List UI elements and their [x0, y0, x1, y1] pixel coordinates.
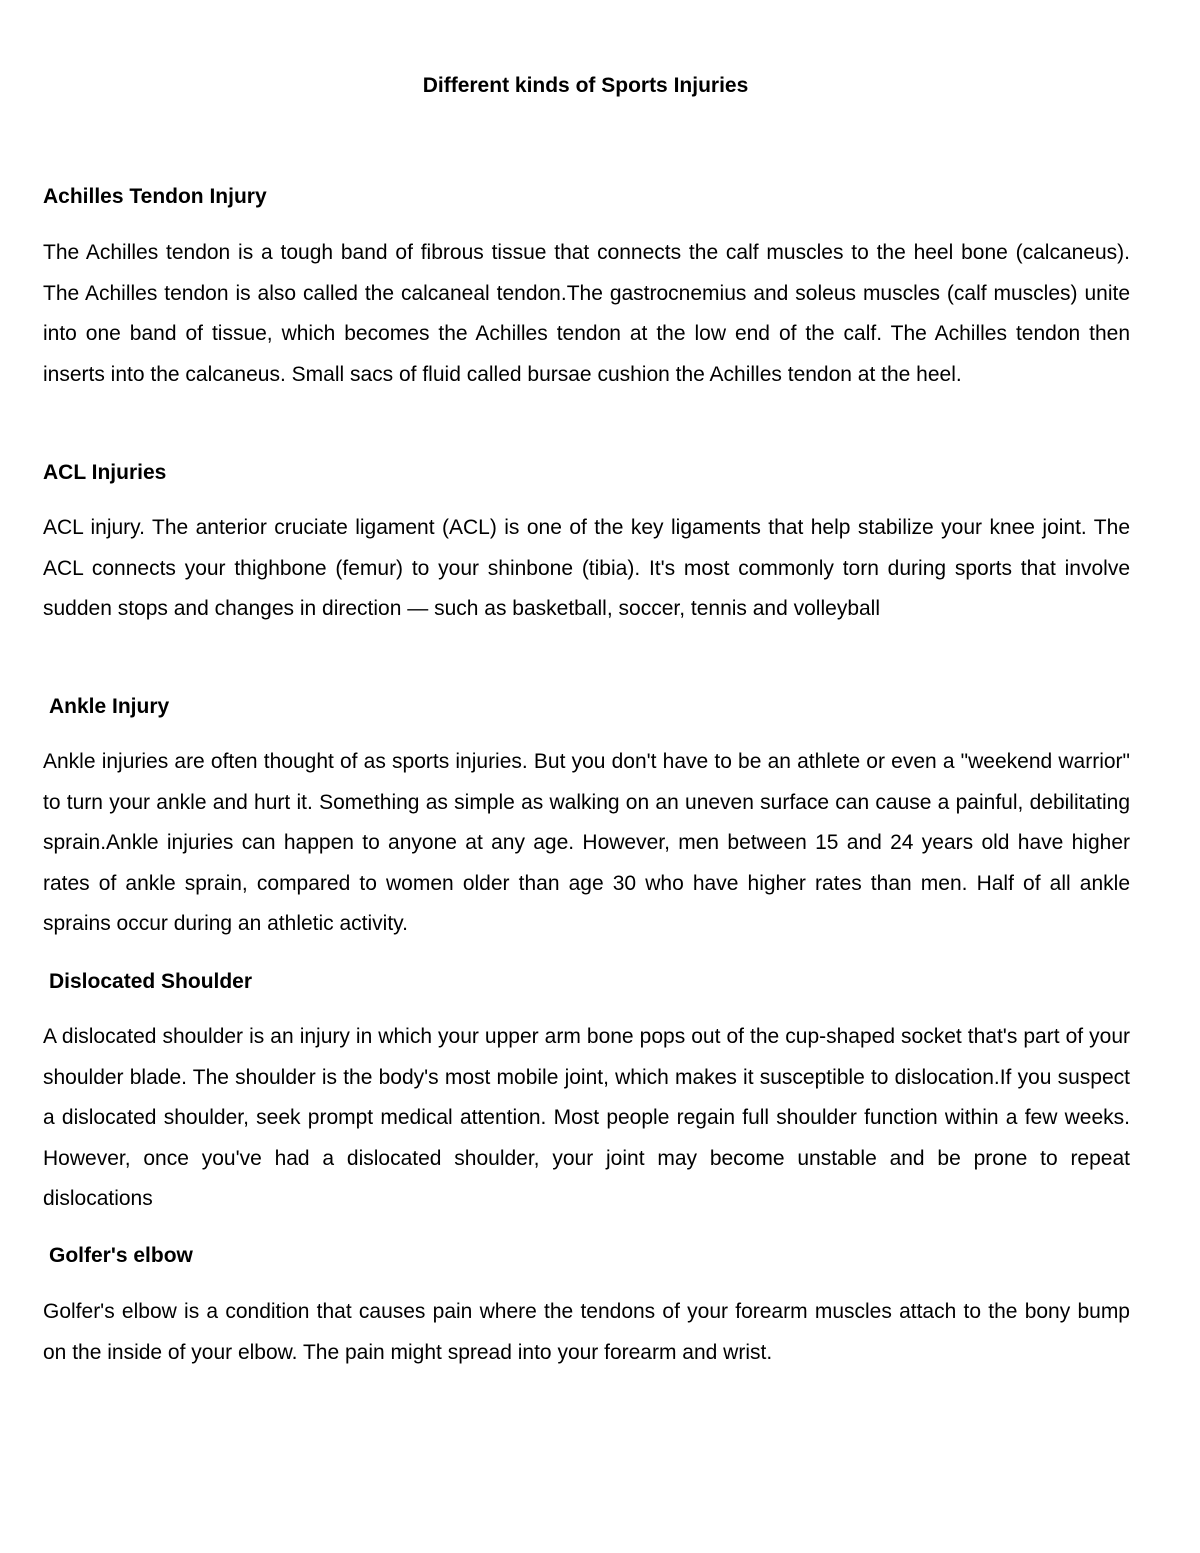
section-heading-dislocated-shoulder: Dislocated Shoulder — [49, 970, 253, 993]
section-body-golfers-elbow: Golfer's elbow is a condition that causes pain where the tendons of your forearm muscles attach to the bony bump on the inside of your elbow. The pain might spread into your forearm and wrist. — [43, 1300, 1130, 1364]
section-heading-ankle-injury: Ankle Injury — [49, 695, 170, 718]
section-body-achilles-tendon-injury: The Achilles tendon is a tough band of fibrous tissue that connects the calf muscles to the heel bone (calcaneus). The Achilles tendon is also called the calcaneal tendon.The gastrocnemius and soleus muscles (calf muscles) unite into one band of tissue, which becomes the Achilles tendon at the low end of the calf. The Achilles tendon then inserts into the calcaneus. Small sacs of fluid called bursae cushion the Achilles tendon at the heel. — [43, 241, 1130, 386]
section-body-acl-injuries: ACL injury. The anterior cruciate ligament (ACL) is one of the key ligaments that help stabilize your knee joint. The ACL connects your thighbone (femur) to your shinbone (tibia). It's most commonly torn during sports that involve sudden stops and changes in direction — such as basketball, soccer, tennis and volleyball — [43, 516, 1130, 620]
section-heading-achilles-tendon-injury: Achilles Tendon Injury — [43, 185, 267, 208]
document-title: Different kinds of Sports Injuries — [422, 74, 749, 97]
section-body-dislocated-shoulder: A dislocated shoulder is an injury in which your upper arm bone pops out of the cup-shaped socket that's part of your shoulder blade. The shoulder is the body's most mobile joint, which makes it susceptible to dislocation.If you suspect a dislocated shoulder, seek prompt medical attention. Most people regain full shoulder function within a few weeks. However, once you've had a dislocated shoulder, your joint may become unstable and be prone to repeat dislocations — [43, 1025, 1130, 1210]
section-heading-acl-injuries: ACL Injuries — [43, 461, 167, 484]
section-body-ankle-injury: Ankle injuries are often thought of as sports injuries. But you don't have to be an athlete or even a "weekend warrior" to turn your ankle and hurt it. Something as simple as walking on an uneven surface can cause a painful, debilitating sprain.Ankle injuries can happen to anyone at any age. However, men between 15 and 24 years old have higher rates of ankle sprain, compared to women older than age 30 who have higher rates than men. Half of all ankle sprains occur during an athletic activity. — [43, 750, 1130, 935]
section-heading-golfers-elbow: Golfer's elbow — [49, 1244, 193, 1267]
